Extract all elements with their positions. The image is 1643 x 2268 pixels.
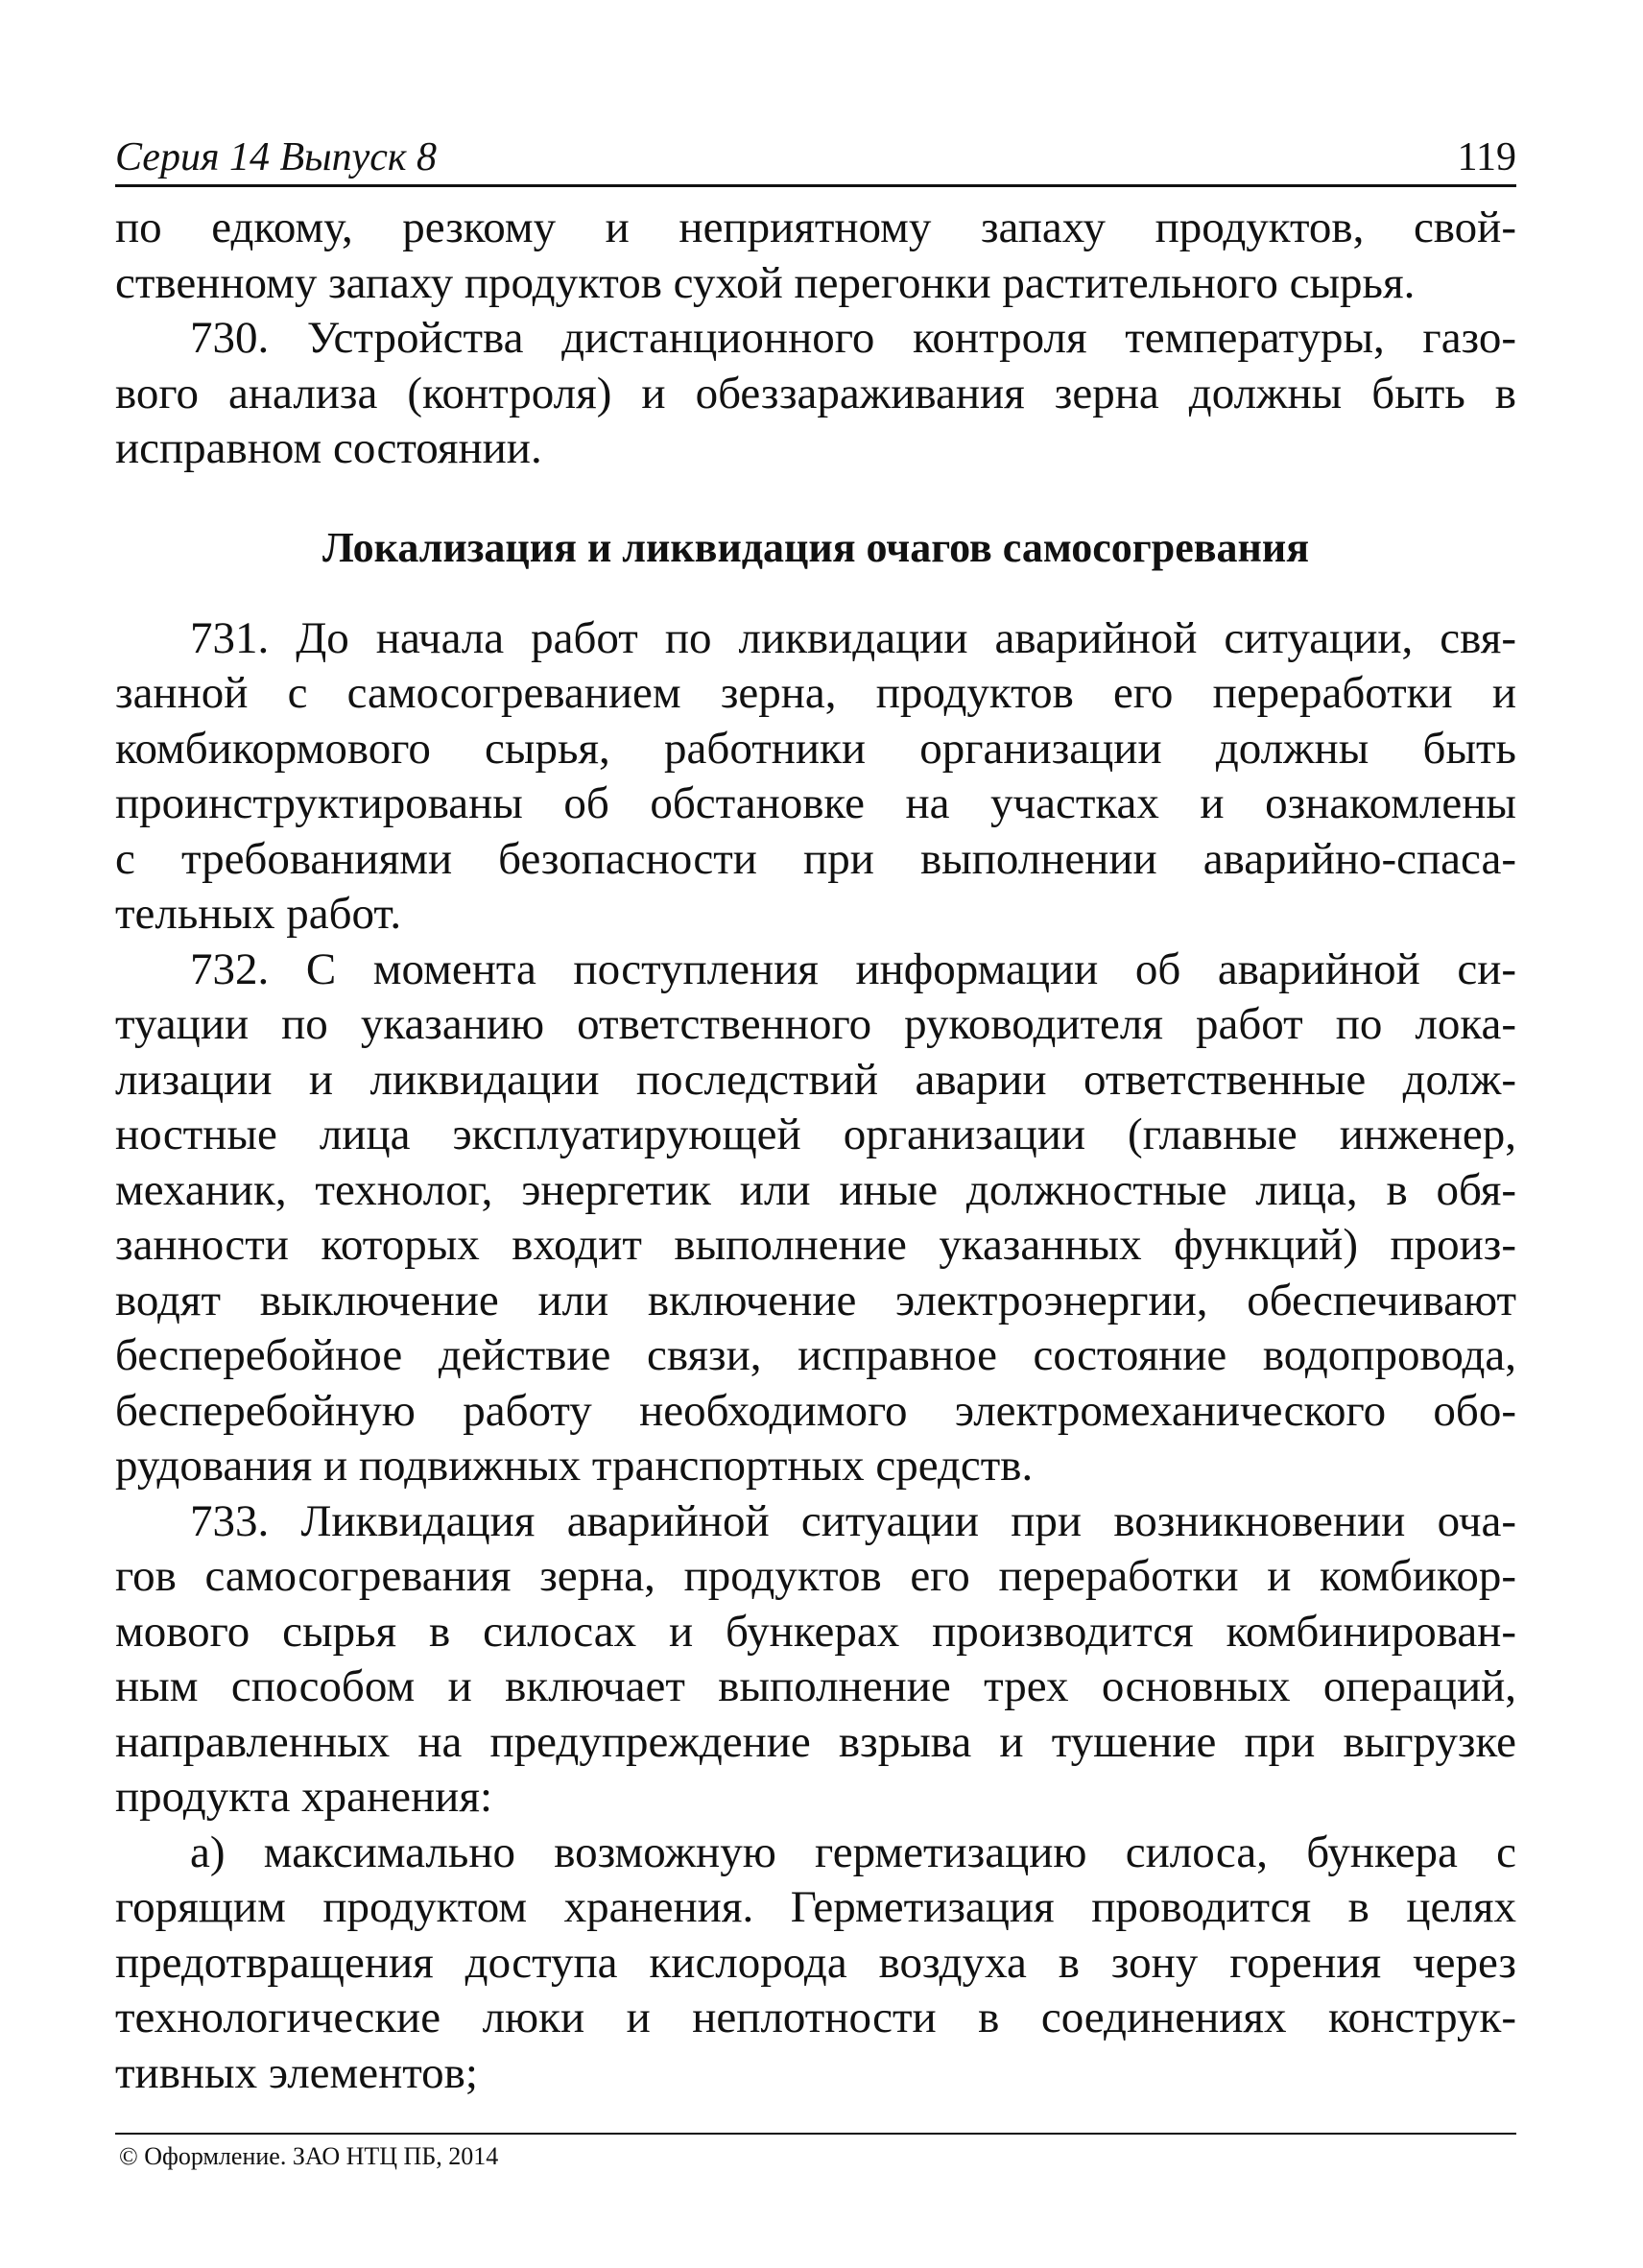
text-line: горящим продуктом хранения. Герметизация проводится в целях [115, 1882, 1516, 1932]
paragraph-731 [115, 611, 1516, 943]
text-line: направленных на предупреждение взрыва и тушение при выгрузке [115, 1716, 1516, 1767]
text-line: исправном состоянии. [115, 423, 542, 473]
text-line: туации по указанию ответственного руководителя работ по лока- [115, 999, 1516, 1049]
text-line: а) максимально возможную герметизацию силоса, бункера с [190, 1826, 1516, 1877]
page-body [115, 201, 1516, 2101]
footer-divider [115, 2133, 1516, 2135]
text-line: рудования и подвижных транспортных средств. [115, 1441, 1034, 1491]
paragraph-733 [115, 1494, 1516, 1826]
text-line: занности которых входит выполнение указанных функций) произ- [115, 1220, 1516, 1270]
text-line: тивных элементов; [115, 2047, 478, 2098]
document-page [115, 125, 1516, 2101]
paragraph-continued [115, 201, 1516, 311]
text-line: ностные лица эксплуатирующей организации (главные инженер, [115, 1110, 1516, 1159]
text-line: технологические люки и неплотности в соединениях конструк- [115, 1993, 1516, 2042]
footer-copyright: © Оформление. ЗАО НТЦ ПБ, 2014 [119, 2142, 499, 2170]
text-line: проинструктированы об обстановке на участках и ознакомлены [115, 778, 1516, 828]
text-line: мового сырья в силосах и бункерах производится комбинирован- [115, 1606, 1516, 1657]
text-line: механик, технолог, энергетик или иные должностные лица, в обя- [115, 1164, 1516, 1215]
text-line: 731. До начала работ по ликвидации аварийной ситуации, свя- [190, 612, 1516, 663]
text-line: водят выключение или включение электроэнергии, обеспечивают [115, 1275, 1516, 1325]
text-line: с требованиями безопасности при выполнении аварийно-спаса- [115, 833, 1516, 884]
text-line: бесперебойное действие связи, исправное состояние водопровода, [115, 1330, 1516, 1380]
text-line: лизации и ликвидации последствий аварии ответственные долж- [115, 1054, 1516, 1105]
text-line: продукта хранения: [115, 1772, 493, 1822]
text-line: гов самосогревания зерна, продуктов его переработки и комбикор- [115, 1551, 1516, 1601]
text-line: ным способом и включает выполнение трех основных операций, [115, 1661, 1516, 1711]
paragraph-730 [115, 311, 1516, 477]
text-line: вого анализа (контроля) и обеззараживания зерна должны быть в [115, 368, 1516, 418]
text-line: 732. С момента поступления информации об аварийной си- [190, 943, 1516, 994]
text-line: 730. Устройства дистанционного контроля температуры, газо- [190, 313, 1516, 363]
text-line: занной с самосогреванием зерна, продуктов его переработки и [115, 668, 1516, 718]
section-heading: Локализация и ликвидация очагов самосогревания [321, 523, 1310, 571]
paragraph-item-a [115, 1826, 1516, 2102]
text-line: бесперебойную работу необходимого электромеханического обо- [115, 1385, 1516, 1436]
text-line: по едкому, резкому и неприятному запаху продуктов, свой- [115, 203, 1516, 252]
paragraph-732 [115, 943, 1516, 1494]
running-header [115, 125, 1516, 187]
page-number: 119 [1457, 135, 1516, 179]
text-line: тельных работ. [115, 889, 402, 939]
text-line: 733. Ликвидация аварийной ситуации при возникновении оча- [190, 1495, 1516, 1546]
text-line: ственному запаху продуктов сухой перегонки растительного сырья. [115, 257, 1416, 308]
text-line: предотвращения доступа кислорода воздуха в зону горения через [115, 1937, 1516, 1988]
text-line: комбикормового сырья, работники организации должны быть [115, 723, 1516, 774]
series-title: Серия 14 Выпуск 8 [115, 135, 437, 179]
